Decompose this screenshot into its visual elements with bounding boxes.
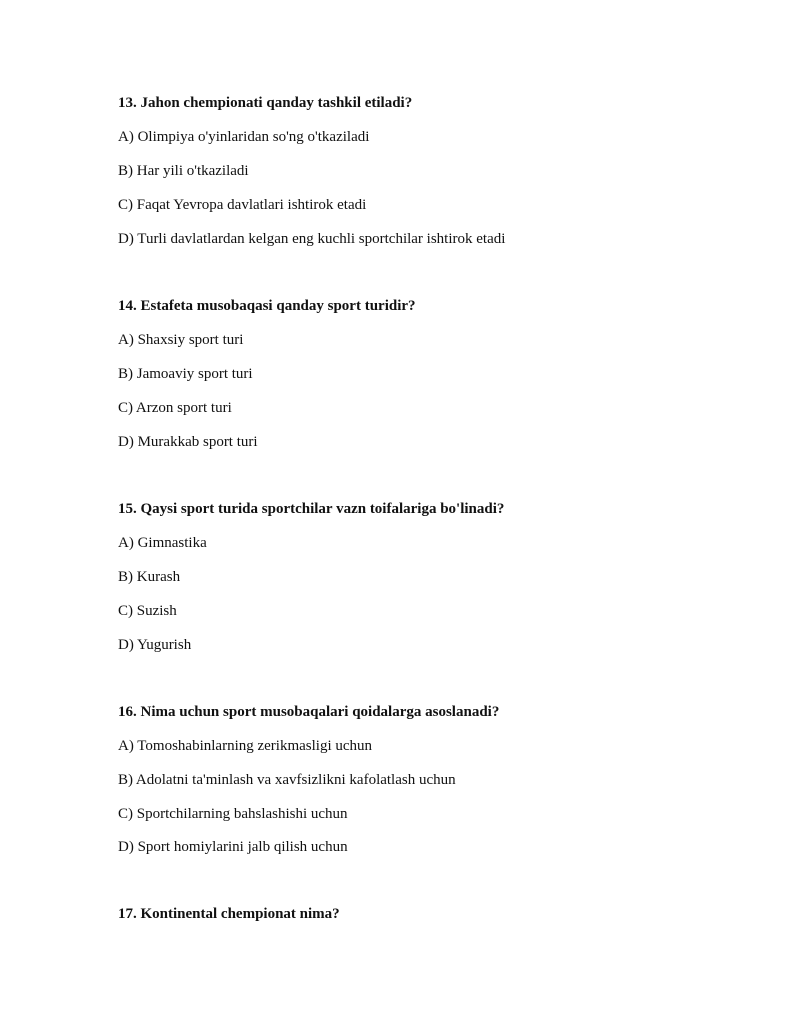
question-title: 13. Jahon chempionati qanday tashkil etiladi? <box>118 95 413 111</box>
answer-option: A) Gimnastika <box>118 535 207 551</box>
question-title: 17. Kontinental chempionat nima? <box>118 906 340 922</box>
answer-option: A) Tomoshabinlarning zerikmasligi uchun <box>118 738 373 754</box>
answer-option: C) Suzish <box>118 603 177 619</box>
answer-option: D) Yugurish <box>118 637 192 653</box>
answer-option: B) Adolatni ta'minlash va xavfsizlikni kafolatlash uchun <box>118 772 456 788</box>
answer-option: A) Olimpiya o'yinlaridan so'ng o'tkaziladi <box>118 129 370 145</box>
question-title: 16. Nima uchun sport musobaqalari qoidalarga asoslanadi? <box>118 704 500 720</box>
answer-option: D) Turli davlatlardan kelgan eng kuchli sportchilar ishtirok etadi <box>118 231 506 247</box>
answer-option: C) Sportchilarning bahslashishi uchun <box>118 806 348 822</box>
question-title: 15. Qaysi sport turida sportchilar vazn toifalariga bo'linadi? <box>118 501 505 517</box>
answer-option: B) Kurash <box>118 569 181 585</box>
answer-option: D) Sport homiylarini jalb qilish uchun <box>118 839 348 855</box>
answer-option: A) Shaxsiy sport turi <box>118 332 244 348</box>
answer-option: D) Murakkab sport turi <box>118 434 258 450</box>
answer-option: B) Jamoaviy sport turi <box>118 366 253 382</box>
answer-option: C) Arzon sport turi <box>118 400 232 416</box>
answer-option: B) Har yili o'tkaziladi <box>118 163 249 179</box>
question-title: 14. Estafeta musobaqasi qanday sport turidir? <box>118 298 416 314</box>
answer-option: C) Faqat Yevropa davlatlari ishtirok etadi <box>118 197 367 213</box>
